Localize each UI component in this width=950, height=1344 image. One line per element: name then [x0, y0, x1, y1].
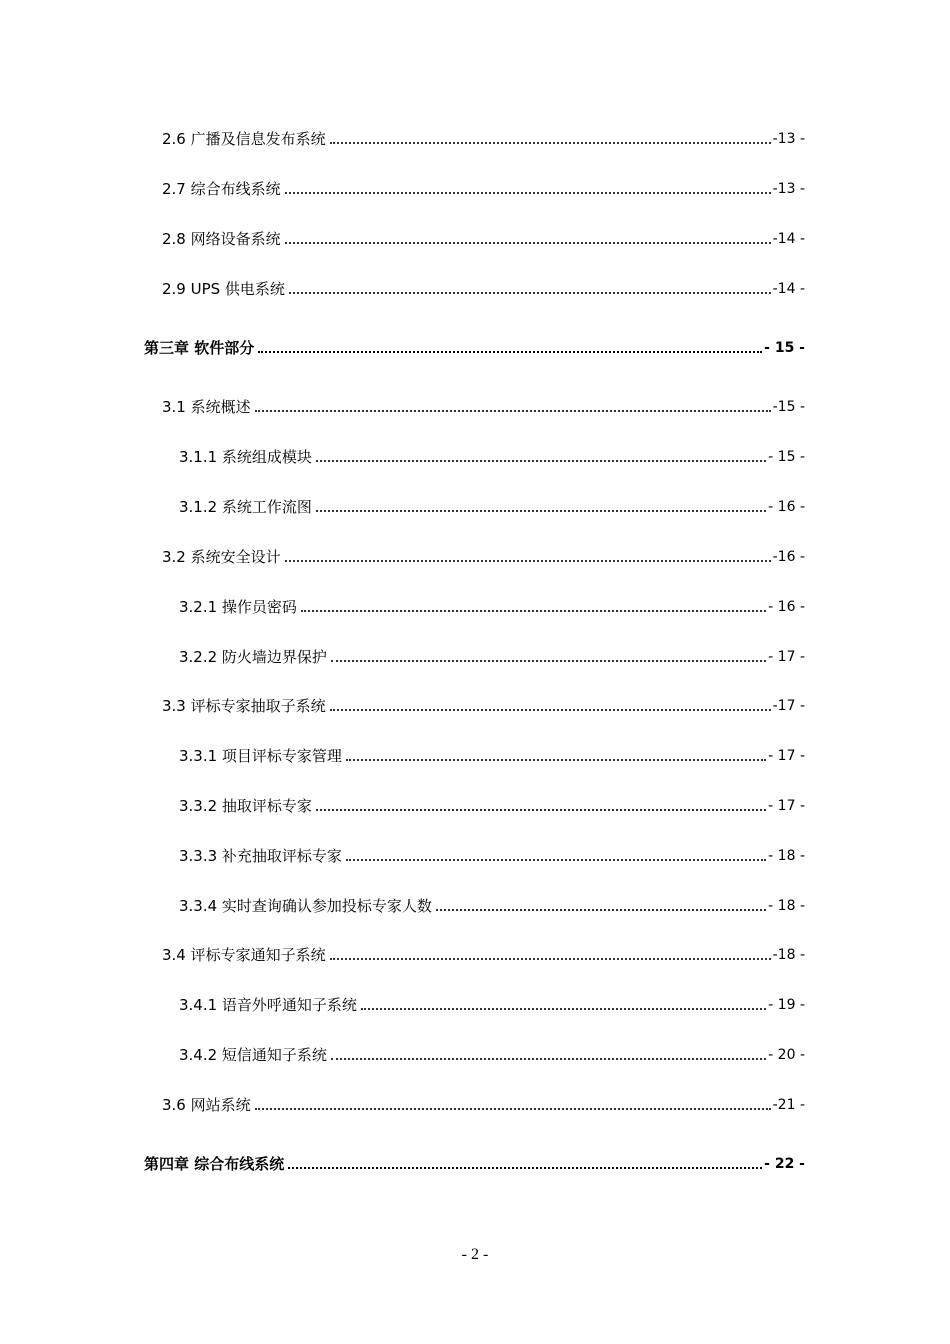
toc-entry-page-number: - 18 -	[768, 848, 805, 864]
toc-entry-page-number: -13 -	[772, 131, 805, 147]
toc-entry-page-number: -16 -	[772, 549, 805, 565]
dot-leader	[285, 242, 771, 244]
toc-chapter-entry[interactable]	[144, 1154, 805, 1174]
toc-entry-page-number: - 20 -	[768, 1047, 805, 1063]
toc-entry-title: 第四章 综合布线系统	[144, 1155, 285, 1173]
toc-entry-title: 3.3.2 抽取评标专家	[179, 797, 312, 815]
dot-leader	[288, 1167, 762, 1169]
toc-entry-page-number: -14 -	[772, 231, 805, 247]
toc-section-entry[interactable]	[162, 397, 805, 417]
dot-leader	[285, 192, 771, 194]
dot-leader	[285, 560, 771, 562]
toc-section-entry[interactable]	[162, 1095, 805, 1115]
toc-entry-title: 3.1.1 系统组成模块	[179, 448, 312, 466]
dot-leader	[331, 1058, 766, 1060]
toc-section-entry[interactable]	[162, 279, 805, 299]
toc-chapter-entry[interactable]	[144, 338, 805, 358]
toc-entry-title: 3.3.1 项目评标专家管理	[179, 747, 342, 765]
dot-leader	[331, 660, 766, 662]
toc-entry-page-number: -14 -	[772, 281, 805, 297]
toc-entry-title: 3.2 系统安全设计	[162, 548, 281, 566]
toc-section-entry[interactable]	[179, 447, 805, 467]
toc-section-entry[interactable]	[162, 547, 805, 567]
toc-section-entry[interactable]	[179, 497, 805, 517]
dot-leader	[330, 958, 771, 960]
dot-leader	[330, 142, 771, 144]
dot-leader	[316, 460, 766, 462]
toc-section-entry[interactable]	[179, 846, 805, 866]
toc-entry-title: 3.3.3 补充抽取评标专家	[179, 847, 342, 865]
dot-leader	[255, 410, 771, 412]
toc-section-entry[interactable]	[162, 696, 805, 716]
toc-entry-page-number: -18 -	[772, 947, 805, 963]
toc-entry-page-number: - 16 -	[768, 499, 805, 515]
toc-section-entry[interactable]	[179, 746, 805, 766]
toc-entry-page-number: - 18 -	[768, 898, 805, 914]
toc-entry-title: 3.6 网站系统	[162, 1096, 251, 1114]
dot-leader	[346, 859, 766, 861]
toc-entry-title: 2.9 UPS 供电系统	[162, 280, 285, 298]
toc-section-entry[interactable]	[162, 945, 805, 965]
toc-entry-title: 3.4.1 语音外呼通知子系统	[179, 996, 357, 1014]
toc-entry-title: 3.2.2 防火墙边界保护	[179, 648, 327, 666]
toc-section-entry[interactable]	[162, 179, 805, 199]
toc-section-entry[interactable]	[179, 1045, 805, 1065]
toc-entry-title: 3.4.2 短信通知子系统	[179, 1046, 327, 1064]
toc-entry-title: 2.8 网络设备系统	[162, 230, 281, 248]
toc-entry-title: 3.1 系统概述	[162, 398, 251, 416]
toc-section-entry[interactable]	[179, 896, 805, 916]
toc-entry-page-number: - 15 -	[764, 340, 805, 356]
dot-leader	[316, 809, 766, 811]
toc-entry-title: 3.1.2 系统工作流图	[179, 498, 312, 516]
toc-section-entry[interactable]	[179, 597, 805, 617]
dot-leader	[436, 909, 766, 911]
toc-entry-title: 第三章 软件部分	[144, 339, 255, 357]
toc-entry-page-number: - 16 -	[768, 599, 805, 615]
toc-entry-title: 3.2.1 操作员密码	[179, 598, 297, 616]
dot-leader	[316, 510, 766, 512]
toc-entry-page-number: - 19 -	[768, 997, 805, 1013]
toc-entry-page-number: - 15 -	[768, 449, 805, 465]
toc-section-entry[interactable]	[179, 647, 805, 667]
dot-leader	[361, 1008, 766, 1010]
toc-entry-title: 3.4 评标专家通知子系统	[162, 946, 326, 964]
toc-section-entry[interactable]	[179, 796, 805, 816]
toc-entry-page-number: -21 -	[772, 1097, 805, 1113]
dot-leader	[346, 759, 766, 761]
toc-entry-title: 3.3 评标专家抽取子系统	[162, 697, 326, 715]
toc-entry-page-number: -17 -	[772, 698, 805, 714]
dot-leader	[258, 351, 762, 353]
toc-entry-page-number: - 17 -	[768, 798, 805, 814]
dot-leader	[330, 709, 771, 711]
toc-entry-page-number: - 17 -	[768, 649, 805, 665]
toc-entry-title: 2.7 综合布线系统	[162, 180, 281, 198]
toc-section-entry[interactable]	[179, 995, 805, 1015]
toc-entry-title: 2.6 广播及信息发布系统	[162, 130, 326, 148]
dot-leader	[255, 1108, 771, 1110]
page-number: - 2 -	[461, 1246, 489, 1263]
toc-entry-page-number: - 17 -	[768, 748, 805, 764]
toc-entry-title: 3.3.4 实时查询确认参加投标专家人数	[179, 897, 432, 915]
dot-leader	[289, 292, 771, 294]
toc-section-entry[interactable]	[162, 229, 805, 249]
dot-leader	[301, 610, 766, 612]
toc-entry-page-number: -13 -	[772, 181, 805, 197]
toc-entry-page-number: - 22 -	[764, 1156, 805, 1172]
toc-entry-page-number: -15 -	[772, 399, 805, 415]
toc-section-entry[interactable]	[162, 129, 805, 149]
